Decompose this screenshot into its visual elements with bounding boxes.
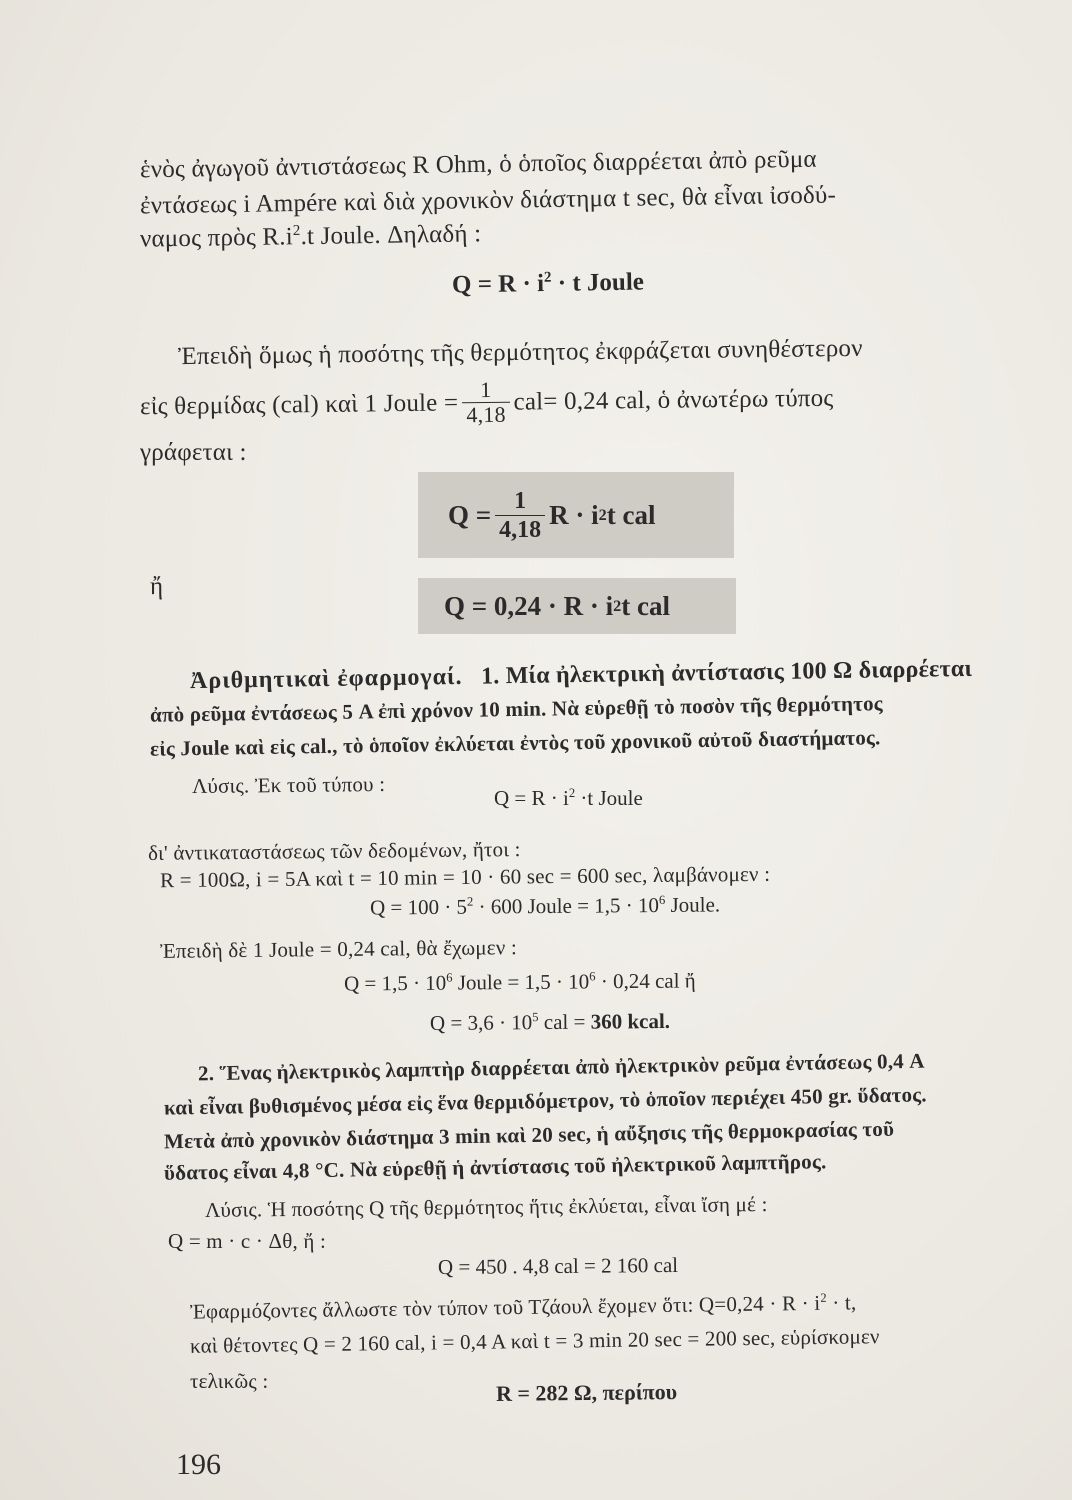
solution-1-formula-1: $Q = R \cdot i^2 \cdot t$ Joule — [494, 786, 643, 810]
boxed-formula-024: Q = 0,24 · R · i 2 t cal — [418, 578, 736, 634]
intro-line-2: ἐντάσεως i Ampére καὶ διὰ χρονικὸν διάστημα t sec, θὰ εἶναι ἰσοδύ- — [139, 181, 837, 220]
solution-1-formula-2: $Q = 100 \cdot 5^2 \cdot 600$ Joule = $1,5 \cdot 10^6$ Joule. — [369, 892, 721, 920]
example-1-line-2: ἀπὸ ρεῦμα ἐντάσεως 5 A ἐπὶ χρόνον 10 min. Νὰ εὑρεθῇ τὸ ποσὸν τῆς θερμότητος — [149, 691, 883, 727]
solution-1-line-3: R = 100Ω, i = 5A καὶ t = 10 min = 10 · 60 sec = 600 sec, λαμβάνομεν : — [159, 861, 771, 893]
solution-2-line-2: Q = m · c · Δθ, ἤ : — [168, 1229, 327, 1253]
solution-2-formula-1: Q = 450 . 4,8 cal = 2 160 cal — [437, 1252, 679, 1280]
joule-to-cal-fraction: $\frac{1}{4,18}$ — [462, 378, 510, 428]
solution-2-line-5: τελικῶς : — [190, 1369, 269, 1393]
example-2-line-1: 2. Ἕνας ἠλεκτρικὸς λαμπτὴρ διαρρέεται ἀπὸ ἠλεκτρικὸν ρεῦμα ἐντάσεως 0,4 A — [197, 1048, 925, 1086]
example-1-line-1: Ἀριθμητικαὶ ἐφαρμογαί. 1. Μία ἠλεκτρικὴ ἀντίστασις 100 Ω διαρρέεται — [189, 655, 973, 695]
page-number: 196 — [176, 1448, 221, 1481]
or-word: ἤ — [150, 573, 164, 600]
solution-1-formula-3: $Q = 1,5 \cdot 10^6$ Joule = $1,5 \cdot 10^6 \cdot 0,24$ cal ἤ — [343, 968, 696, 996]
calorie-line-1: Ἐπειδὴ ὅμως ἡ ποσότης τῆς θερμότητος ἐκφράζεται συνηθέστερον — [177, 334, 863, 371]
final-result: R = 282 Ω, περίπου — [495, 1379, 678, 1406]
boxed-formula-fraction: Q = $\frac{1}{4,18}$ R · i 2 t cal — [418, 472, 734, 558]
joule-formula: $Q = R \cdot i^2 \cdot t$ Joule — [451, 268, 645, 299]
intro-line-3: ναμος πρὸς $R.i^2.t$ Joule. Δηλαδή : — [139, 220, 482, 253]
solution-1-formula-4: $Q = 3,6 \cdot 10^5$ cal = 360 kcal. — [429, 1008, 671, 1036]
solution-1-line-1: Λύσις. Ἐκ τοῦ τύπου : — [191, 771, 386, 799]
calorie-line-3: γράφεται : — [140, 439, 247, 466]
example-2-line-4: ὕδατος εἶναι 4,8 °C. Νὰ εὑρεθῇ ἡ ἀντίστασις τοῦ ἠλεκτρικοῦ λαμπτῆρος. — [163, 1149, 827, 1185]
calorie-line-2: εἰς θερμίδας (cal) καὶ 1 Joule = $\frac{1}{4,18}$ cal= 0,24 cal, ὁ ἀνωτέρω τύπος — [139, 376, 834, 428]
solution-2-line-1: Λύσις. Ἡ ποσότης Q τῆς θερμότητος ἥτις ἐκλύεται, εἶναι ἴση μέ : — [204, 1192, 768, 1222]
solution-2-line-4: καὶ θέτοντες Q = 2 160 cal, i = 0,4 A καὶ t = 3 min 20 sec = 200 sec, εὑρίσκομεν — [189, 1324, 880, 1358]
solution-2-line-3: Ἐφαρμόζοντες ἄλλωστε τὸν τύπον τοῦ Τζάουλ ἔχομεν ὅτι: $Q=0,24 \cdot R \cdot i^2 \cdot t$, — [189, 1290, 857, 1324]
example-2-line-2: καὶ εἶναι βυθισμένος μέσα εἰς ἕνα θερμιδόμετρον, τὸ ὁποῖον περιέχει 450 gr. ὕδατος. — [163, 1082, 927, 1120]
example-2-line-3: Μετὰ ἀπὸ χρονικὸν διάστημα 3 min καὶ 20 sec, ἡ αὔξησις τῆς θερμοκρασίας τοῦ — [163, 1116, 895, 1154]
solution-1-line-2: δι' ἀντικαταστάσεως τῶν δεδομένων, ἤτοι : — [147, 837, 521, 865]
intro-line-1: ἑνὸς ἀγωγοῦ ἀντιστάσεως R Ohm, ὁ ὁποῖος διαρρέεται ἀπὸ ρεῦμα — [139, 145, 817, 184]
boxed-fraction: $\frac{1}{4,18}$ — [495, 487, 545, 544]
solution-1-line-4: Ἐπειδὴ δὲ 1 Joule = 0,24 cal, θὰ ἔχωμεν : — [159, 935, 518, 963]
example-1-line-3: εἰς Joule καὶ εἰς cal., τὸ ὁποῖον ἐκλύεται ἐντὸς τοῦ χρονικοῦ αὐτοῦ διαστήματος. — [149, 725, 881, 761]
